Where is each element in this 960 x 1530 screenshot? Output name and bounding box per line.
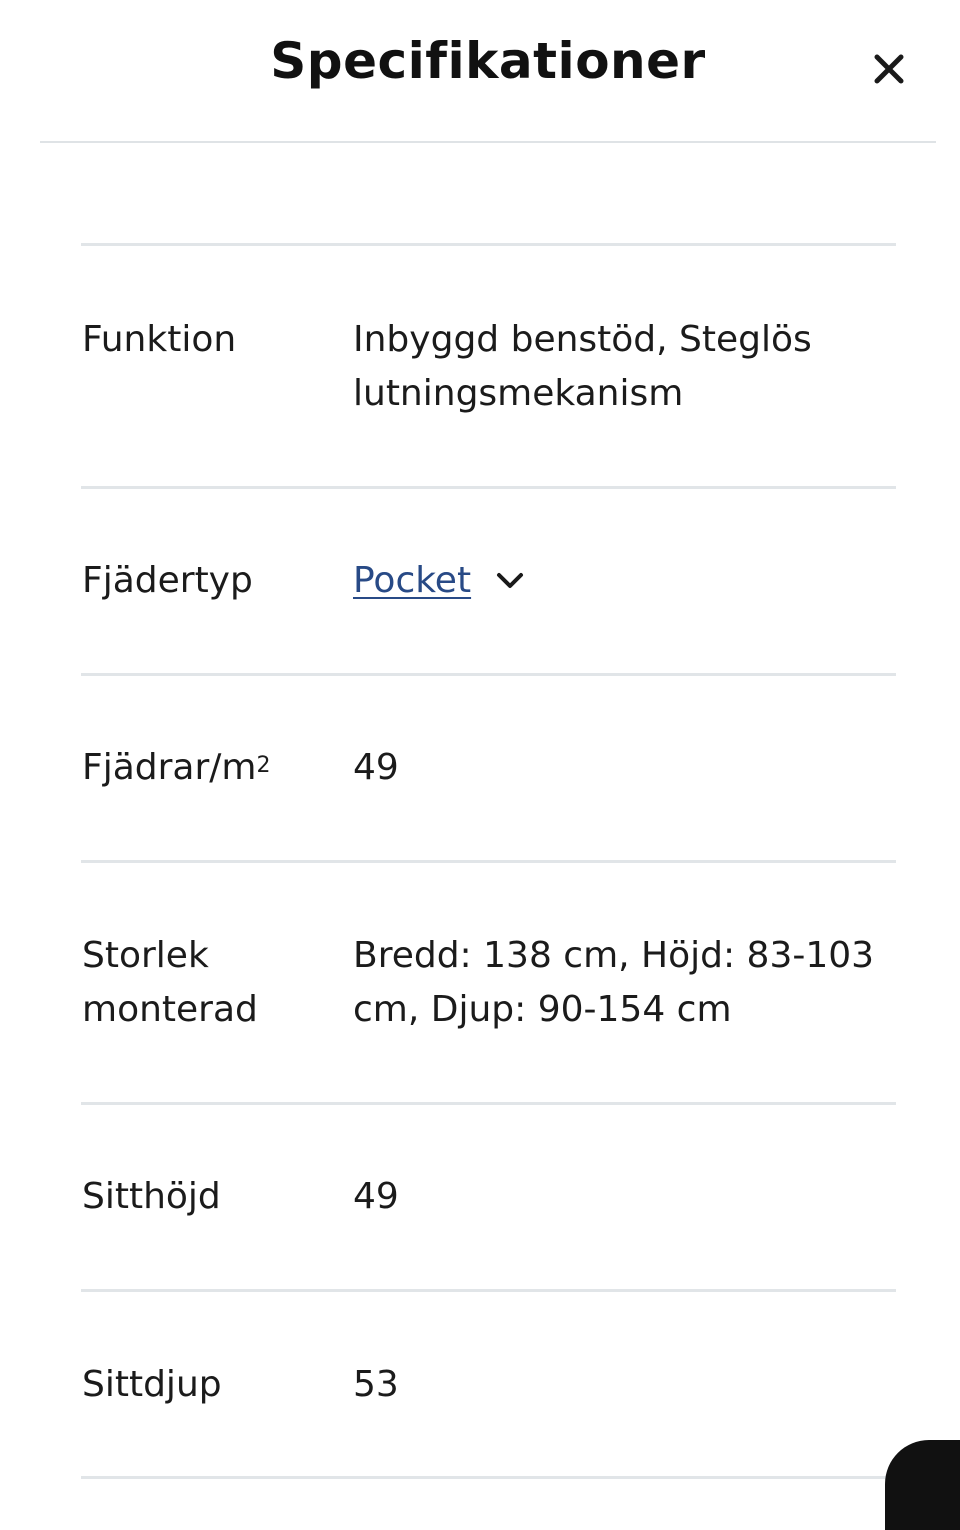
row-divider: [81, 673, 896, 676]
row-divider: [81, 860, 896, 863]
spec-label-fjadrar-sup: 2: [256, 753, 271, 778]
spec-value-storlek: Bredd: 138 cm, Höjd: 83-103 cm, Djup: 90-154 cm: [353, 935, 875, 1030]
spec-label-fjadertyp: Fjädertyp: [82, 560, 253, 601]
row-divider: [81, 1476, 896, 1479]
chevron-down-icon[interactable]: [495, 570, 525, 592]
spec-value-sittdjup: 53: [353, 1364, 399, 1405]
spec-value-funktion: Inbyggd benstöd, Steglös lutningsmekanism: [353, 319, 812, 414]
dialog-title: Specifikationer: [270, 32, 706, 90]
spec-label-fjadrar: [82, 741, 332, 795]
row-divider: [81, 243, 896, 246]
expand-toggle[interactable]: [495, 570, 525, 592]
header-divider: [40, 141, 936, 143]
spec-label-sitthojd: Sitthöjd: [82, 1176, 221, 1217]
floating-chat-button[interactable]: [885, 1440, 960, 1530]
spec-value-fjadertyp: [353, 554, 471, 608]
spec-label-storlek: Storlek monterad: [82, 935, 258, 1030]
row-divider: [81, 486, 896, 489]
spec-value-sitthojd: 49: [353, 1176, 399, 1217]
spec-label-funktion: Funktion: [82, 319, 237, 360]
pocket-link[interactable]: Pocket: [353, 560, 472, 601]
spec-label-fjadrar-main: Fjädrar/m: [82, 747, 257, 788]
dialog-header: [0, 0, 960, 142]
close-icon[interactable]: [866, 46, 912, 92]
close-button[interactable]: [866, 46, 912, 92]
spec-label-sittdjup: Sittdjup: [82, 1364, 222, 1405]
spec-value-fjadrar: 49: [353, 747, 399, 788]
row-divider: [81, 1102, 896, 1105]
row-divider: [81, 1289, 896, 1292]
